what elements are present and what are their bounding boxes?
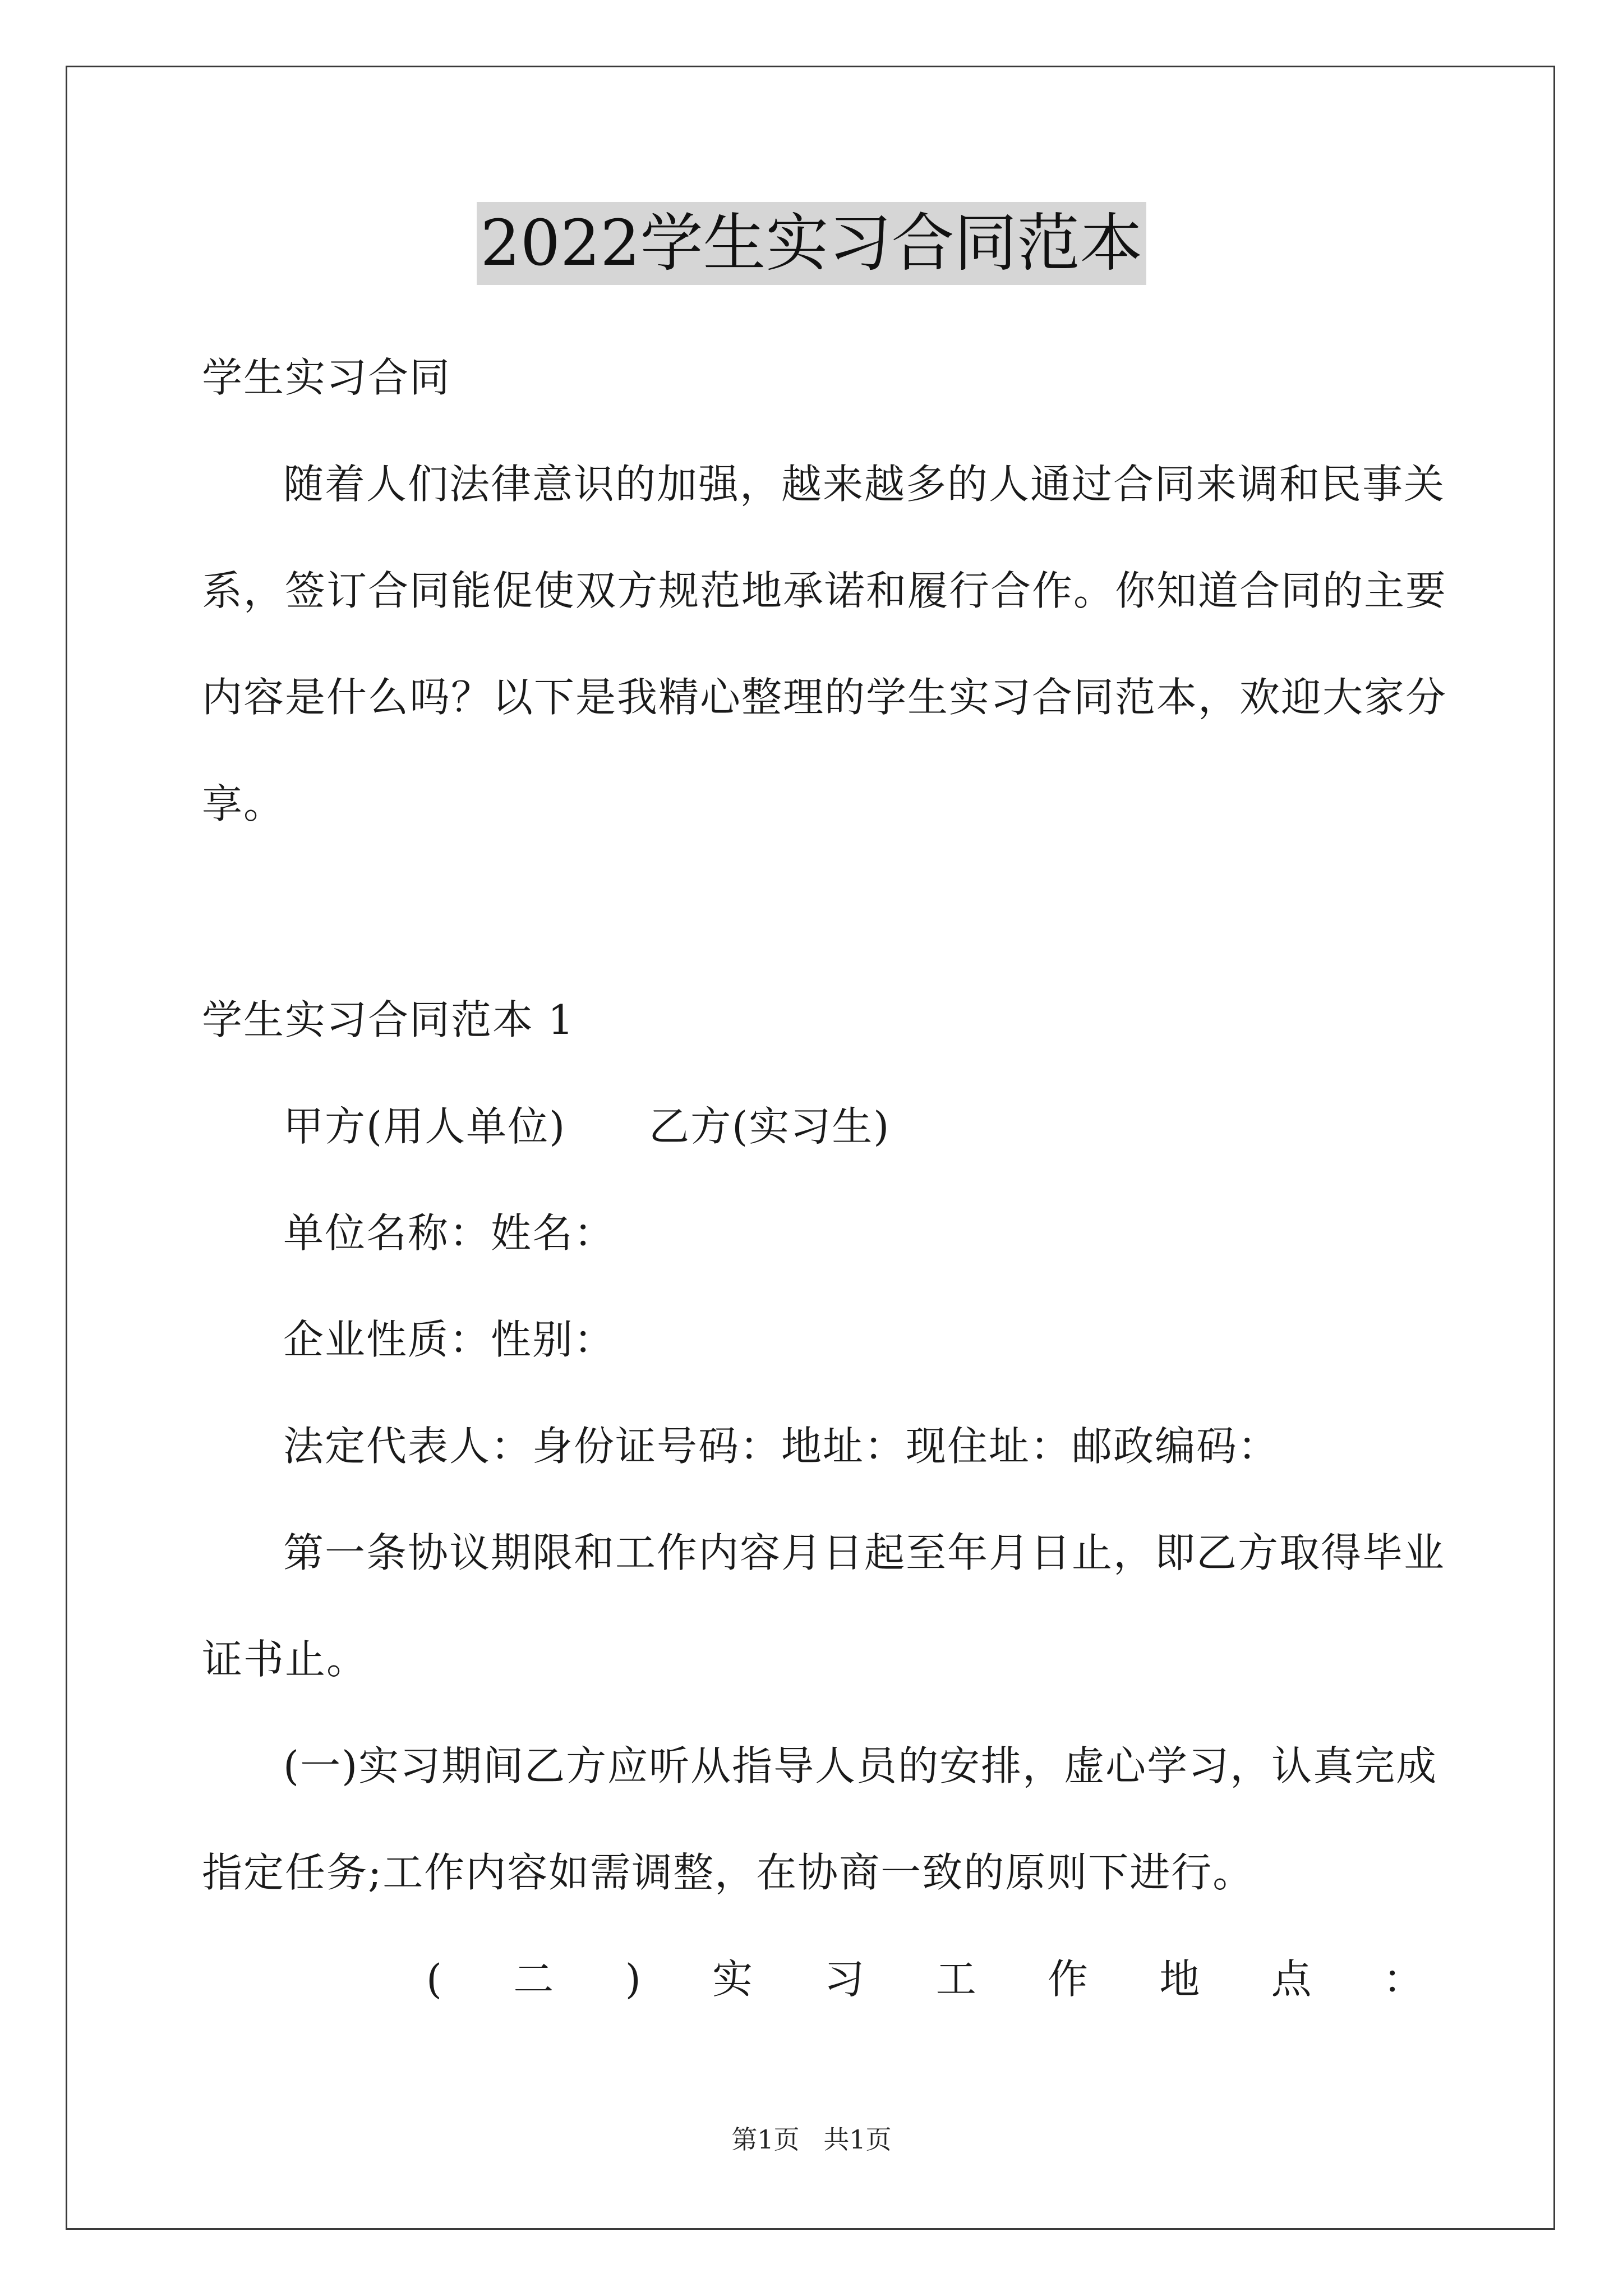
document-title: 2022学生实习合同范本 — [477, 202, 1146, 285]
item-2-char: 地 — [1159, 1955, 1201, 2003]
intro-line-1: 随着人们法律意识的加强，越来越多的人通过合同来调和民事关 — [283, 461, 1446, 508]
item-2-line — [426, 1952, 1424, 2006]
item-2-char: 作 — [1048, 1955, 1090, 2003]
item-1-line-1: (一)实习期间乙方应听从指导人员的安排，虚心学习，认真完成 — [283, 1742, 1438, 1789]
page-footer — [0, 2123, 1623, 2156]
item-2-char: ) — [625, 1955, 642, 2003]
item-2-char: 点 — [1271, 1955, 1313, 2003]
article-1-line-2: 证书止。 — [202, 1636, 368, 1683]
page-total: 共1页 — [823, 2124, 892, 2155]
item-2-char: ： — [1382, 1955, 1424, 2003]
intro-line-2: 系，签订合同能促使双方规范地承诺和履行合作。你知道合同的主要 — [202, 567, 1447, 614]
item-2-char: 习 — [824, 1955, 866, 2003]
parties-line: 甲方(用人单位) 乙方(实习生) — [283, 1103, 891, 1150]
item-2-char: ( — [426, 1955, 444, 2003]
heading-contract-sample-1: 学生实习合同范本 1 — [202, 996, 575, 1043]
item-2-char: 实 — [712, 1955, 754, 2003]
item-2-char: 工 — [935, 1955, 978, 2003]
title-container — [0, 202, 1623, 285]
enterprise-nature-line: 企业性质：性别： — [283, 1316, 616, 1363]
article-1-line-1: 第一条协议期限和工作内容月日起至年月日止，即乙方取得毕业 — [283, 1529, 1446, 1576]
intro-line-4: 享。 — [202, 780, 285, 827]
item-2-char: 二 — [513, 1955, 555, 2003]
heading-student-contract: 学生实习合同 — [202, 354, 451, 401]
unit-name-line: 单位名称：姓名： — [283, 1209, 616, 1257]
item-1-line-2: 指定任务;工作内容如需调整，在协商一致的原则下进行。 — [202, 1849, 1255, 1896]
legal-representative-line: 法定代表人：身份证号码：地址：现住址：邮政编码： — [283, 1423, 1280, 1470]
intro-line-3: 内容是什么吗？以下是我精心整理的学生实习合同范本，欢迎大家分 — [202, 674, 1447, 721]
page-number: 第1页 — [731, 2124, 800, 2155]
